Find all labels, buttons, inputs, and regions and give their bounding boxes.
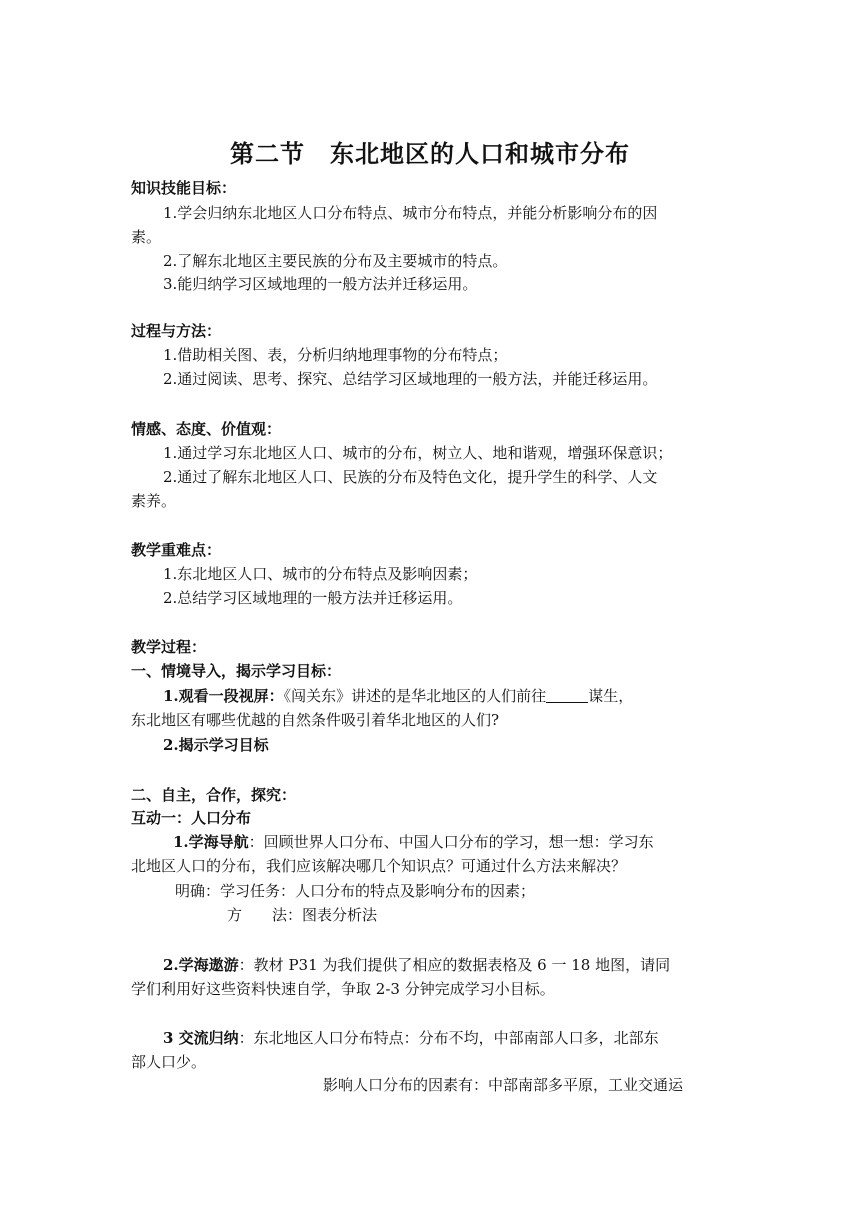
page-title: 第二节 东北地区的人口和城市分布 [230,140,630,168]
s3-line [163,1026,659,1050]
s2-label: 2.学海遨游 [163,956,239,974]
s2-text: ：教材 P31 为我们提供了相应的数据表格及 6 一 18 地图，请同 [238,956,671,974]
process-item: 2.通过阅读、思考、探究、总结学习区域地理的一般方法，并能迁移运用。 [163,370,658,388]
item1-text: 《闯关东》讲述的是华北地区的人们前往 [283,687,547,705]
s1-cont: 北地区人口的分布，我们应该解决哪几个知识点？可通过什么方法来解决？ [131,857,627,875]
part1-item1 [163,684,633,708]
goals-item: 素。 [131,228,162,246]
goals-heading: 知识技能目标： [131,179,237,197]
part2-heading: 二、自主，合作，探究： [131,786,297,804]
goals-item: 1.学会归纳东北地区人口分布特点、城市分布特点，并能分析影响分布的因 [163,204,658,222]
s1-text: ：回顾世界人口分布、中国人口分布的学习，想一想：学习东 [248,833,654,851]
s3-cont: 部人口少。 [131,1053,207,1071]
teaching-heading: 教学过程： [131,638,207,656]
s1-label: 1.学海导航 [173,833,249,851]
process-item: 1.借助相关图、表，分析归纳地理事物的分布特点； [163,346,508,364]
emotion-heading: 情感、态度、价值观： [131,420,282,438]
emotion-item: 2.通过了解东北地区人口、民族的分布及特色文化，提升学生的科学、人文 [163,468,658,486]
part2-sub: 互动一：人口分布 [131,809,252,827]
part1-item2: 2.揭示学习目标 [163,736,269,754]
item1-text-end: 谋生， [588,687,634,705]
emotion-item: 素养。 [131,492,177,510]
s3-text: ：东北地区人口分布特点：分布不均，中部南部人口多，北部东 [238,1029,659,1047]
s2-line [163,953,670,977]
key-item: 1.东北地区人口、城市的分布特点及影响因素； [163,565,478,583]
part1-item1-cont: 东北地区有哪些优越的自然条件吸引着华北地区的人们? [131,711,500,729]
method-line: 方 法：图表分析法 [227,906,378,924]
part1-heading: 一、情境导入，揭示学习目标： [131,662,342,680]
key-item: 2.总结学习区域地理的一般方法并迁移运用。 [163,589,463,607]
s1-line [173,830,654,854]
s2-cont: 学们利用好这些资料快速自学，争取 2-3 分钟完成学习小目标。 [131,980,555,998]
process-heading: 过程与方法： [131,322,222,340]
item1-label: 1.观看一段视屏： [163,687,284,705]
s3-factor: 影响人口分布的因素有：中部南部多平原，工业交通运 [323,1076,684,1094]
key-heading: 教学重难点： [131,541,222,559]
fill-blank [546,686,588,703]
clarify-line: 明确：学习任务：人口分布的特点及影响分布的因素； [175,882,536,900]
s3-label: 3 交流归纳 [163,1029,239,1047]
emotion-item: 1.通过学习东北地区人口、城市的分布，树立人、地和谐观，增强环保意识； [163,444,673,462]
goals-item: 3.能归纳学习区域地理的一般方法并迁移运用。 [163,275,478,293]
goals-item: 2.了解东北地区主要民族的分布及主要城市的特点。 [163,252,508,270]
